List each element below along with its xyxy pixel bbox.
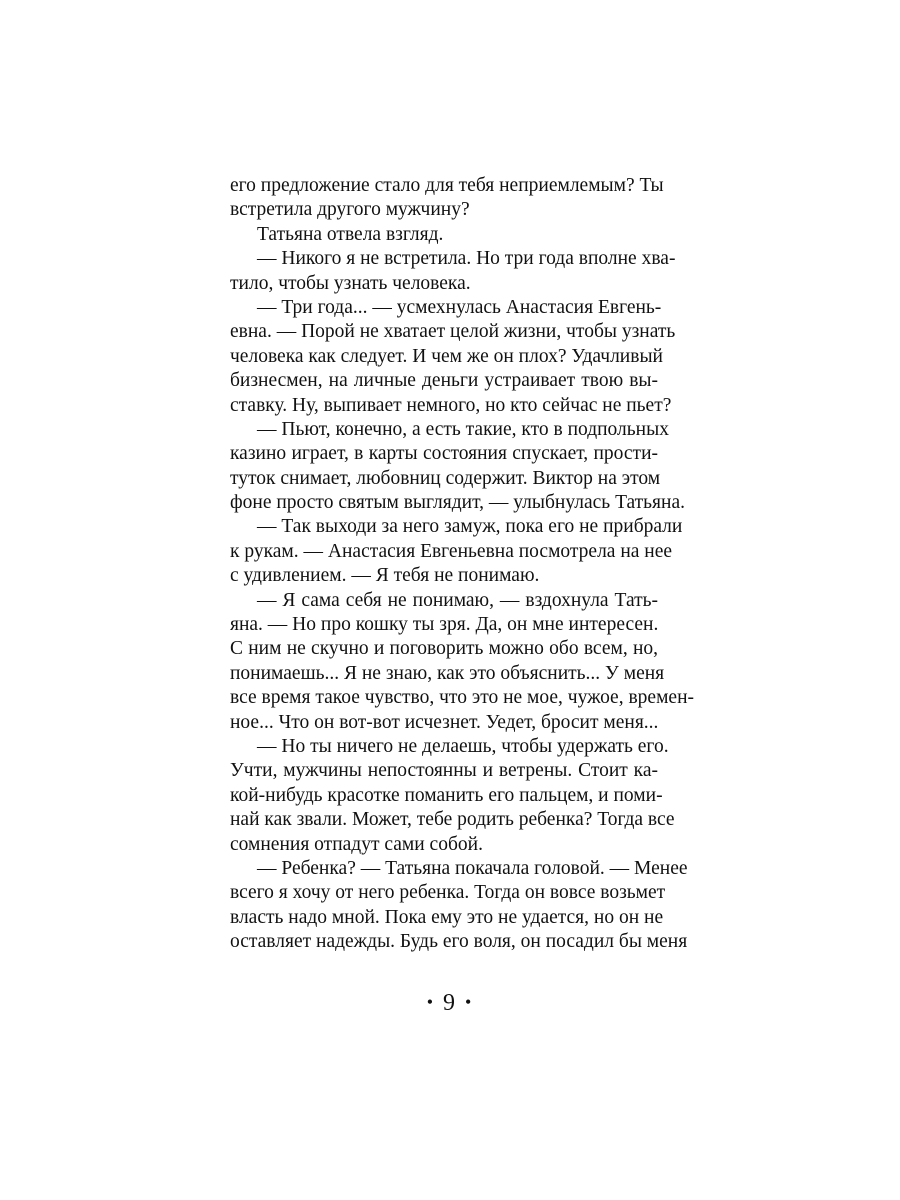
text-line: — Три года... — усмехнулась Анастасия Евгень- xyxy=(257,296,662,318)
text-line: казино играет, в карты состояния спускает, прости- xyxy=(230,443,658,465)
text-line: его предложение стало для тебя неприемлемым? Ты xyxy=(230,175,664,196)
text-line: сомнения отпадут сами собой. xyxy=(230,833,483,855)
text-line: евна. — Порой не хватает целой жизни, чтобы узнать xyxy=(230,321,676,343)
text-line: — Но ты ничего не делаешь, чтобы удержать его. xyxy=(257,735,669,757)
text-line: най как звали. Может, тебе родить ребенка? Тогда все xyxy=(230,809,675,831)
text-line: — Так выходи за него замуж, пока его не прибрали xyxy=(257,516,683,538)
text-line: — Пьют, конечно, а есть такие, кто в подпольных xyxy=(257,418,669,440)
page-number-right-bullet: • xyxy=(465,992,474,1012)
text-line: ставку. Ну, выпивает немного, но кто сейчас не пьет? xyxy=(230,394,672,416)
text-line: Татьяна отвела взгляд. xyxy=(257,223,444,245)
text-line: Учти, мужчины непостоянны и ветрены. Стоит ка- xyxy=(230,760,658,782)
text-line: тило, чтобы узнать человека. xyxy=(230,272,471,294)
text-line: встретила другого мужчину? xyxy=(230,199,470,221)
text-line: С ним не скучно и поговорить можно обо всем, но, xyxy=(230,638,658,660)
text-line: власть надо мной. Пока ему это не удается, но он не xyxy=(230,906,664,928)
page-number-value: 9 xyxy=(443,990,457,1016)
page-number-left-bullet: • xyxy=(426,992,435,1012)
text-line: — Ребенка? — Татьяна покачала головой. — Менее xyxy=(257,857,688,879)
text-line: человека как следует. И чем же он плох? Удачливый xyxy=(230,345,663,367)
text-line: — Никого я не встретила. Но три года вполне хва- xyxy=(257,248,676,270)
text-line: к рукам. — Анастасия Евгеньевна посмотрела на нее xyxy=(230,540,673,562)
text-line: — Я сама себя не понимаю, — вздохнула Тать- xyxy=(257,589,658,611)
text-line: кой-нибудь красотке поманить его пальцем, и поми- xyxy=(230,784,663,806)
text-line: ное... Что он вот-вот исчезнет. Уедет, бросит меня... xyxy=(230,711,659,733)
text-line: яна. — Но про кошку ты зря. Да, он мне интересен. xyxy=(230,614,659,636)
text-line: все время такое чувство, что это не мое, чужое, времен- xyxy=(230,687,695,709)
text-line: с удивлением. — Я тебя не понимаю. xyxy=(230,565,540,587)
text-line: фоне просто святым выглядит, — улыбнулась Татьяна. xyxy=(230,492,685,514)
text-line: понимаешь... Я не знаю, как это объяснить... У меня xyxy=(230,662,665,684)
text-line: бизнесмен, на личные деньги устраивает твою вы- xyxy=(230,370,658,392)
body-text xyxy=(230,174,695,955)
page-number xyxy=(0,989,900,1018)
text-line: оставляет надежды. Будь его воля, он посадил бы меня xyxy=(230,931,688,953)
text-line: туток снимает, любовниц содержит. Виктор на этом xyxy=(230,467,661,489)
text-line: всего я хочу от него ребенка. Тогда он вовсе возьмет xyxy=(230,882,666,904)
